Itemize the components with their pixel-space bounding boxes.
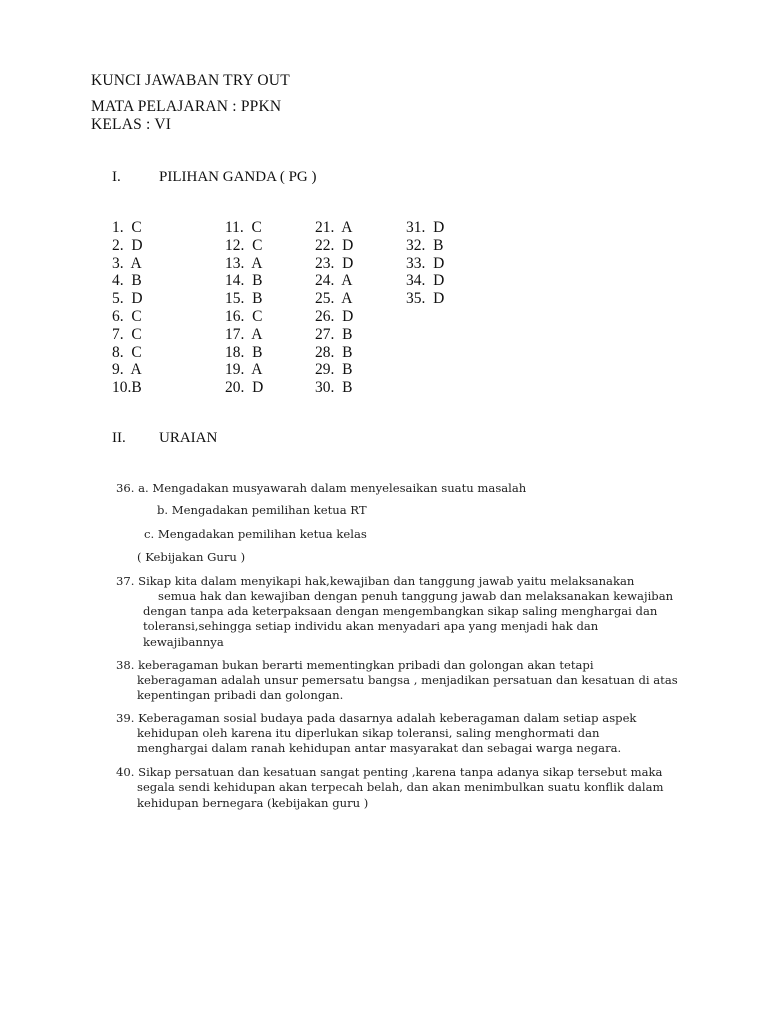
essay-38-line: keberagaman adalah unsur pemersatu bangsa , menjadikan persatuan dan kesatuan di atas [137, 673, 678, 687]
answer-item: 33. D [406, 254, 445, 272]
answer-item: 9. A [112, 361, 142, 379]
answer-item: 35. D [406, 290, 445, 308]
essay-36-b: b. Mengadakan pemilihan ketua RT [157, 503, 367, 517]
class-line: KELAS : VI [91, 116, 172, 133]
essay-37-line: semua hak dan kewajiban dengan penuh tanggung jawab dan melaksanakan kewajiban [158, 589, 674, 603]
essay-37-line: 37. Sikap kita dalam menyikapi hak,kewajiban dan tanggung jawab yaitu melaksanakan [116, 574, 635, 588]
essay-39-line: kehidupan oleh karena itu diperlukan sikap toleransi, saling menghormati dan [137, 726, 600, 740]
answer-item: 25. A [315, 290, 353, 308]
answer-item: 5. D [112, 290, 143, 308]
answer-item: 2. D [112, 236, 143, 254]
answer-item: 20. D [225, 379, 264, 397]
essay-38-line: 38. keberagaman bukan berarti mementingkan pribadi dan golongan akan tetapi [116, 658, 594, 672]
answer-column-1 [112, 219, 143, 397]
subject-line: MATA PELAJARAN : PPKN [91, 98, 282, 115]
answer-item: 7. C [112, 325, 142, 343]
answer-item: 32. B [406, 236, 444, 254]
answer-item: 28. B [315, 343, 353, 361]
essay-40-line: segala sendi kehidupan akan terpecah belah, dan akan menimbulkan suatu konflik dalam [137, 780, 664, 794]
essay-37-line: toleransi,sehingga setiap individu akan menyadari apa yang menjadi hak dan [143, 619, 599, 633]
essay-36-note: ( Kebijakan Guru ) [137, 550, 246, 564]
essay-38-line: kepentingan pribadi dan golongan. [137, 688, 344, 702]
answer-item: 19. A [225, 361, 263, 379]
answer-item: 1. C [112, 219, 142, 236]
essay-37-line: dengan tanpa ada keterpaksaan dengan mengembangkan sikap saling menghargai dan [143, 604, 658, 618]
answer-item: 14. B [225, 272, 263, 290]
essay-40-line: kehidupan bernegara (kebijakan guru ) [137, 796, 369, 810]
document-title: KUNCI JAWABAN TRY OUT [91, 72, 290, 89]
answer-item: 21. A [315, 219, 353, 236]
answer-item: 34. D [406, 272, 445, 290]
answer-item: 24. A [315, 272, 353, 290]
answer-item: 18. B [225, 343, 263, 361]
answer-item: 16. C [225, 307, 263, 325]
answer-column-2 [225, 219, 263, 397]
answer-column-3 [315, 219, 353, 397]
answer-item: 12. C [225, 236, 263, 254]
section-1-number: I. [112, 169, 121, 185]
section-2-number: II. [112, 430, 126, 446]
answer-item: 30. B [315, 379, 353, 397]
answer-item: 6. C [112, 307, 142, 325]
answer-item: 4. B [112, 272, 142, 290]
answer-item: 15. B [225, 290, 263, 308]
answer-item: 26. D [315, 307, 354, 325]
essay-40-line: 40. Sikap persatuan dan kesatuan sangat penting ,karena tanpa adanya sikap tersebut maka [116, 765, 663, 779]
answer-item: 3. A [112, 254, 142, 272]
answer-item: 17. A [225, 325, 263, 343]
answer-item: 29. B [315, 361, 353, 379]
essay-39-line: menghargai dalam ranah kehidupan antar masyarakat dan sebagai warga negara. [137, 741, 622, 755]
answer-item: 22. D [315, 236, 354, 254]
answer-item: 13. A [225, 254, 263, 272]
answer-item: 31. D [406, 219, 445, 236]
answer-item: 23. D [315, 254, 354, 272]
essay-36-c: c. Mengadakan pemilihan ketua kelas [144, 527, 367, 541]
answer-column-4 [406, 219, 444, 308]
essay-37-line: kewajibannya [143, 635, 224, 649]
essay-39-line: 39. Keberagaman sosial budaya pada dasarnya adalah keberagaman dalam setiap aspek [116, 711, 637, 725]
answer-item: 27. B [315, 325, 353, 343]
section-2-title: URAIAN [159, 430, 218, 446]
answer-item: 8. C [112, 343, 142, 361]
essay-36-a: 36. a. Mengadakan musyawarah dalam menyelesaikan suatu masalah [116, 481, 527, 495]
section-1-title: PILIHAN GANDA ( PG ) [159, 169, 317, 185]
answer-item: 11. C [225, 219, 262, 236]
answer-item: 10.B [112, 379, 142, 397]
